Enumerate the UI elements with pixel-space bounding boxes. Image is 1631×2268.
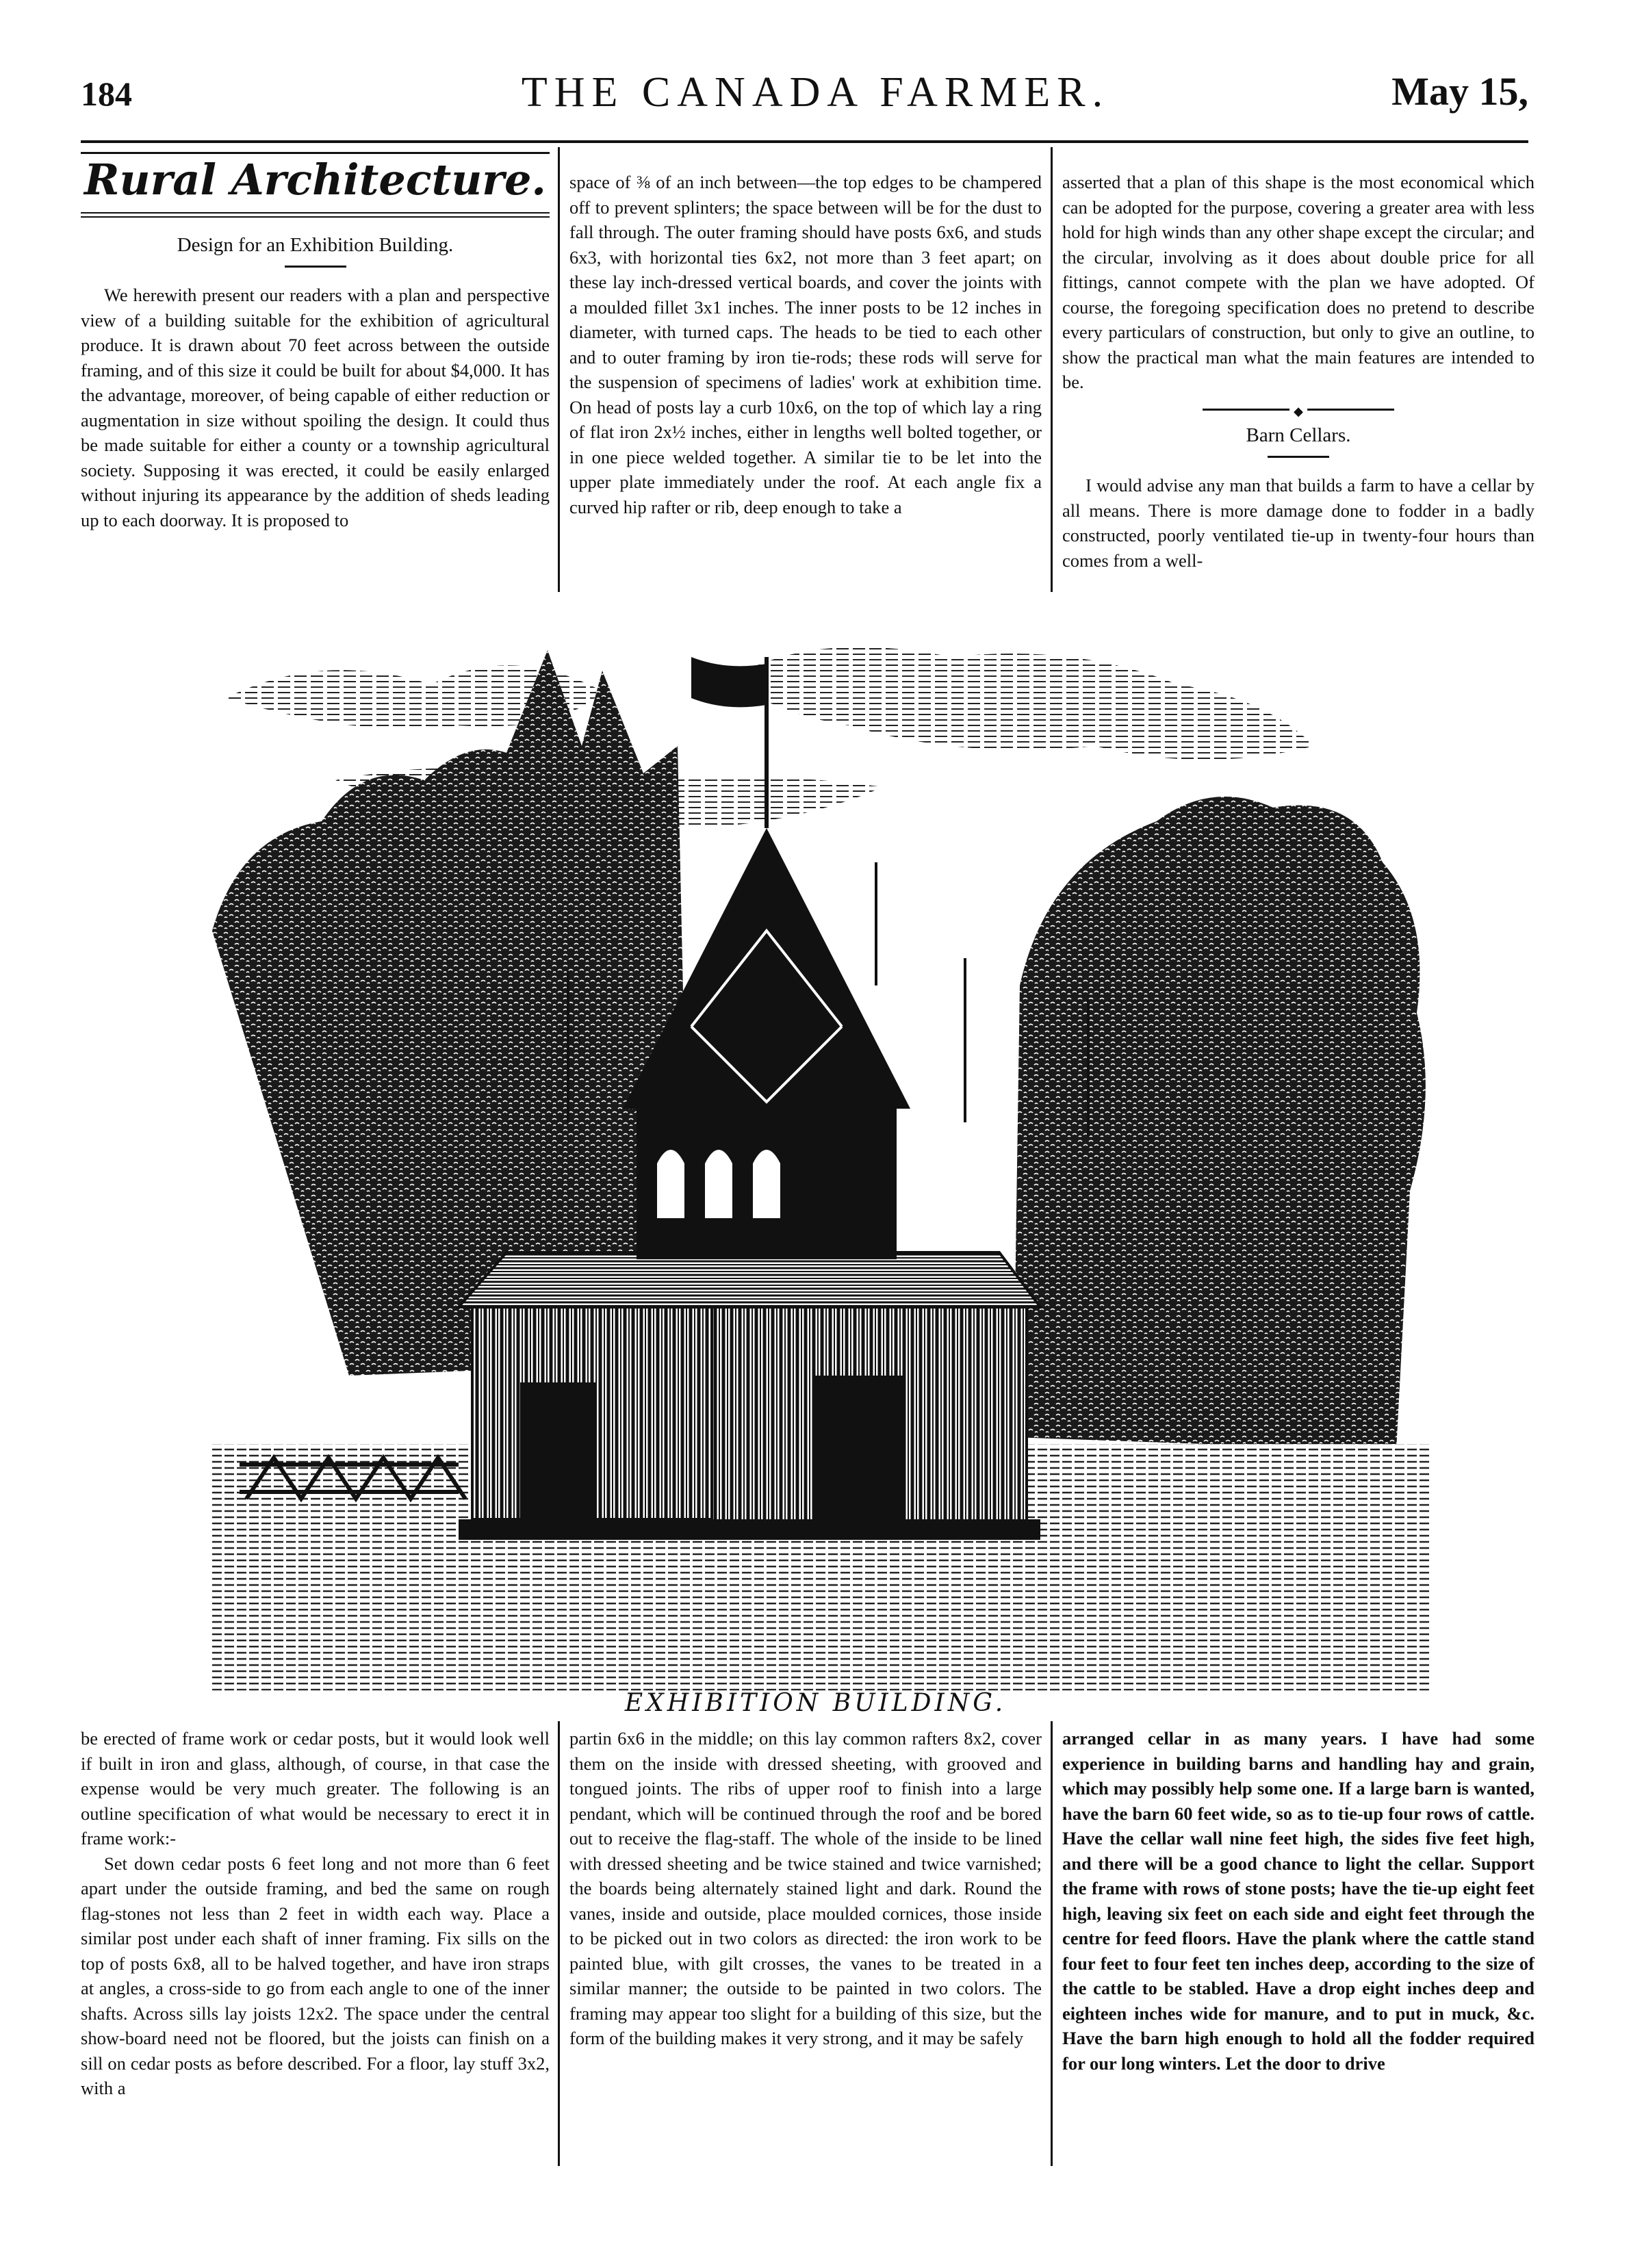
article-paragraph: partin 6x6 in the middle; on this lay common rafters 8x2, cover them on the inside with dressed sheeting, with grooved and tongued joints. The ribs of upper roof to finish into a large pendant, which will be continued through the roof and be bored out to receive the flag-staff. The whole of the inside to be lined with dressed sheeting and be twice stained and twice varnished; the boards being alternately stained light and dark. Round the vanes, inside and outside, place moulded cornices, those inside to be picked out in two colors as directed: the iron work to be painted blue, with gilt crosses, the vanes to be treated in a similar manner; the outside to be painted in two colors. The framing may appear too slight for a building of this size, but the form of the building makes it very strong, and it may be safely <box>569 1728 1042 2048</box>
publication-title: THE CANADA FARMER. <box>521 69 1110 116</box>
page-number: 184 <box>81 75 132 113</box>
barn-cellars-title: Barn Cellars. <box>1246 424 1351 446</box>
article-paragraph: Set down cedar posts 6 feet long and not more than 6 feet apart under the outside framing, and bed the same on rough flag-stones not less than 2 feet in width each way. Place a similar post under each shaft of inner framing. Fix sills on the top of posts 6x8, all to be halved together, and have iron straps at angles, a cross-side to go from each angle to one of the inner shafts. Across sills lay joists 12x2. The space under the central show-board need not be floored, but the joists can finish on a sill on cedar posts as before described. For a floor, lay stuff 3x2, with a <box>81 1853 550 2098</box>
article-title: Design for an Exhibition Building. <box>177 233 454 256</box>
article-paragraph: We herewith present our readers with a plan and perspective view of a building suitable for the exhibition of agricultural produce. It is drawn about 70 feet across between the outside framing, and of this size it could be built for about $4,000. It has the advantage, moreover, of being capable of either reduction or augmentation in size without spoiling the design. It could thus be made suitable for either a county or a township agricultural society. Supposing it was erected, it could be easily enlarged without injuring its appearance by the addition of sheds leading up to each doorway. It is proposed to <box>81 285 550 530</box>
building-base <box>459 1519 1040 1540</box>
exhibition-building-engraving <box>212 602 1430 1690</box>
flag <box>691 657 767 707</box>
pavilion-roof <box>459 1252 1040 1307</box>
article-paragraph: be erected of frame work or cedar posts, but it would look well if built in iron and glass, although, of course, in that case the expense would be very much greater. The following is an outline specification of what would be necessary to erect it in frame work:- <box>81 1728 550 1848</box>
column-2-bottom <box>569 1726 1042 2051</box>
section-top-rule <box>81 152 550 154</box>
left-doorway <box>520 1382 595 1519</box>
ornamental-rule <box>1203 409 1394 411</box>
column-2-top <box>569 170 1042 519</box>
column-rule-1 <box>558 147 560 592</box>
column-rule-2 <box>1051 147 1053 592</box>
column-rule-3 <box>558 1721 560 2166</box>
column-1-top <box>81 149 550 532</box>
column-3-top <box>1062 170 1534 573</box>
header-rule <box>81 140 1528 143</box>
issue-date: May 15, <box>1391 69 1528 114</box>
article-paragraph: I would advise any man that builds a farm to have a cellar by all means. There is more damage done to fodder in a badly constructed, poorly ventilated tie-up in twenty-four hours than comes from a well- <box>1062 475 1534 571</box>
section-title: Rural Architecture. <box>84 155 546 205</box>
article-paragraph: asserted that a plan of this shape is the most economical which can be adopted for the purpose, covering a greater area with less hold for high winds than any other shape except the circular; and the circular, involving as it does about double price for all fittings, cannot compete with the plan we have adopted. Of course, the foregoing specification does no pretend to describe every particulars of construction, but only to give an outline, to show the practical man what the main features are intended to be. <box>1062 172 1534 392</box>
article-paragraph: arranged cellar in as many years. I have had some experience in building barns and handling hay and grain, which may possibly help some one. If a large barn is wanted, have the barn 60 feet wide, so as to tie-up four rows of cattle. Have the cellar wall nine feet high, the sides five feet high, and there will be a good chance to light the cellar. Support the frame with rows of stone posts; have the tie-up eight feet high, leaving six feet on each side and eight feet through the centre for feed floors. Have the plank where the cattle stand four feet to four feet ten inches deep, according to the size of the cattle to be stabled. Have a drop eight inches deep and eighteen inches wide for manure, and to put in muck, &c. Have the barn high enough to hold all the fodder required for our long winters. Let the door to drive <box>1062 1728 1534 2074</box>
tower-windows <box>657 1150 780 1218</box>
column-3-bottom <box>1062 1726 1534 2076</box>
illustration-caption: EXHIBITION BUILDING. <box>624 1689 1007 1717</box>
barn-cellars-rule <box>1268 456 1329 458</box>
section-title-rule <box>81 212 550 218</box>
column-1-bottom <box>81 1726 550 2101</box>
center-doorway <box>814 1376 903 1526</box>
cloud-right <box>732 647 1314 760</box>
trees-right <box>1013 797 1426 1451</box>
article-title-rule <box>285 266 346 268</box>
column-rule-4 <box>1051 1721 1053 2166</box>
article-paragraph: space of ⅜ of an inch between—the top edges to be champered off to prevent splinters; the space between will be for the dust to fall through. The outer framing should have posts 6x6, and studs 6x3, with horizontal ties 6x2, not more than 3 feet apart; on these lay inch-dressed vertical boards, and cover the joints with a moulded fillet 3x1 inches. The inner posts to be 12 inches in diameter, with turned caps. The heads to be tied to each other and to outer framing by iron tie-rods; these rods will serve for the suspension of specimens of ladies' work at exhibition time. On head of posts lay a curb 10x6, on the top of which lay a ring of flat iron 2x½ inches, either in lengths well bolted together, or in one piece welded together. A similar tie to be let into the upper plate immediately under the roof. At each angle fix a curved hip rafter or rib, deep enough to take a <box>569 172 1042 517</box>
